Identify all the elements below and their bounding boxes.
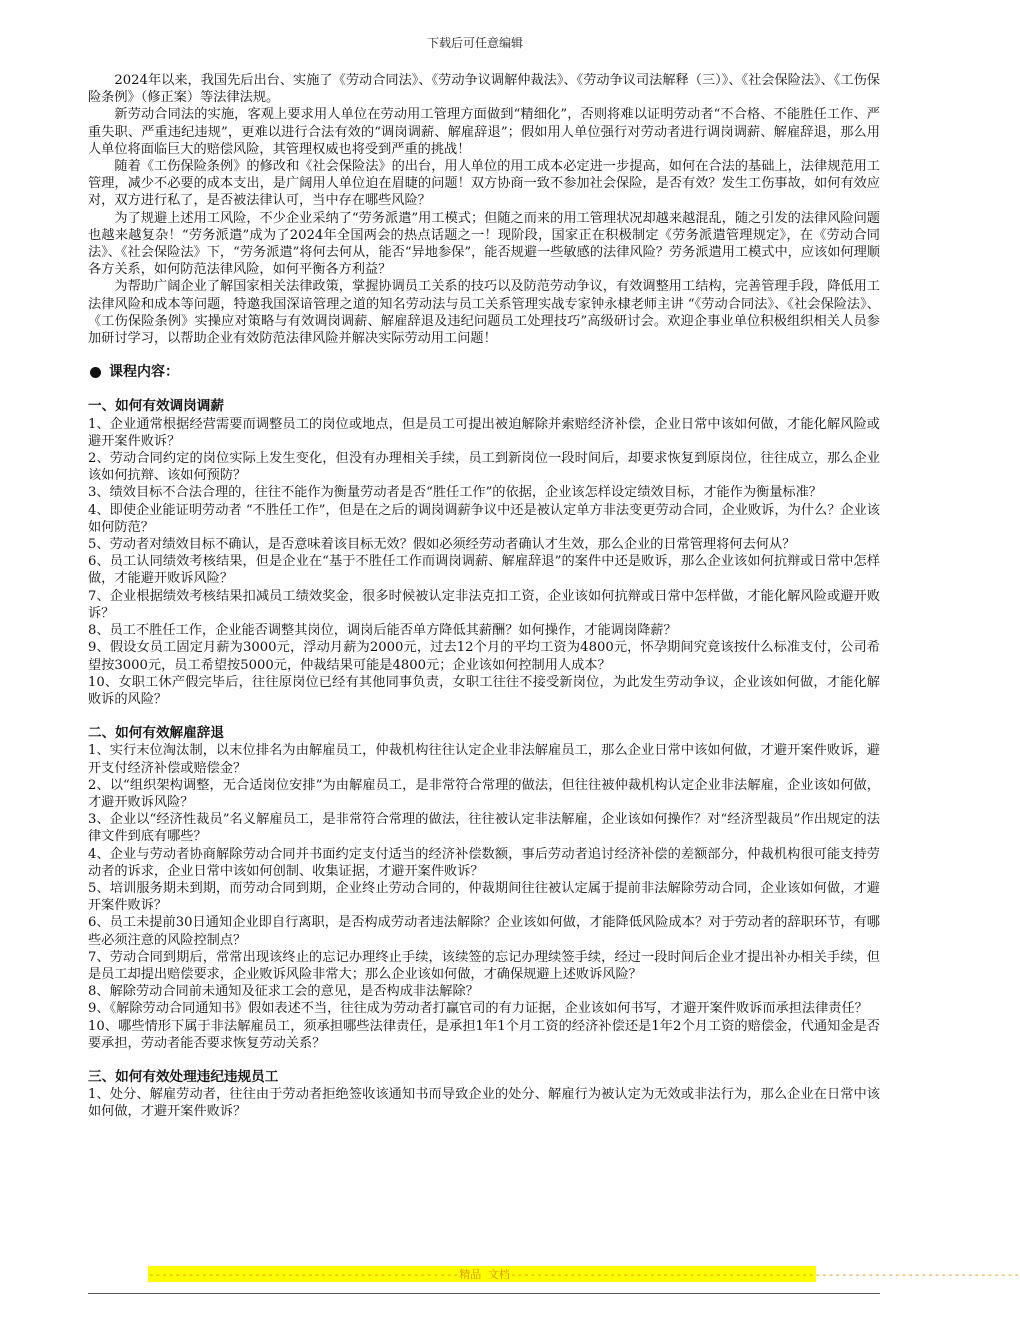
footer-divider (88, 1293, 880, 1294)
section-1 (88, 398, 880, 708)
intro-paragraph: 随着《工伤保险条例》的修改和《社会保险法》的出台，用人单位的用工成本必定进一步提高，如何在合法的基础上，法律规范用工管理，减少不必要的成本支出，是广阔用人单位迫在眉睫的问题！双方协商一致不参加社会保险，是否有效？发生工伤事故，如何有效应对，双方进行私了，是否被法律认可，当中存在哪些风险？ (88, 159, 880, 209)
list-item: 8、解除劳动合同前未通知及征求工会的意见，是否构成非法解除？ (88, 984, 479, 1000)
intro-paragraph: 新劳动合同法的实施，客观上要求用人单位在劳动用工管理方面做到“精细化”，否则将难以证明劳动者“不合格、不能胜任工作、严重失职、严重违纪违规”，更难以进行合法有效的“调岗调薪、解雇辞退”；假如用人单位强行对劳动者进行调岗调薪、解雇辞退，那么用人单位将面临巨大的赔偿风险，其管理权威也将受到严重的挑战！ (88, 107, 880, 157)
intro (88, 72, 880, 347)
section-title: 二、如何有效解雇辞退 (88, 725, 224, 742)
list-item: 9、《解除劳动合同通知书》假如表述不当，往往成为劳动者打赢官司的有力证据，企业该如何书写，才避开案件败诉而承担法律责任？ (88, 1001, 868, 1017)
list-item: 7、劳动合同到期后，常常出现该终止的忘记办理终止手续，该续签的忘记办理续签手续，经过一段时间后企业才提出补办相关手续，但是员工却提出赔偿要求，企业败诉风险非常大；那么企业该如何做，才确保规避上述败诉风险？ (88, 949, 880, 982)
list-item: 5、劳动者对绩效目标不确认，是否意味着该目标无效？假如必须经劳动者确认才生效，那么企业的日常管理将何去何从？ (88, 537, 796, 553)
intro-paragraph: 2024年以来，我国先后出台、实施了《劳动合同法》、《劳动争议调解仲裁法》、《劳动争议司法解释（三）》、《社会保险法》、《工伤保险条例》（修正案）等法律法规。 (88, 73, 880, 106)
list-item: 3、绩效目标不合法合理的，往往不能作为衡量劳动者是否“胜任工作”的依据，企业该怎样设定绩效目标，才能作为衡量标准？ (88, 485, 822, 501)
list-item: 9、假设女员工固定月薪为3000元，浮动月薪为2000元，过去12个月的平均工资为4800元，怀孕期间究竟该按什么标准支付，公司希望按3000元，员工希望按5000元，仲裁结果可能是4800元；企业该如何控制用人成本？ (88, 640, 880, 673)
list-item: 4、企业与劳动者协商解除劳动合同并书面约定支付适当的经济补偿数额，事后劳动者追讨经济补偿的差额部分，仲裁机构很可能支持劳动者的诉求，企业日常中该如何创制、收集证据，才避开案件败诉？ (88, 846, 880, 879)
list-item: 6、员工认同绩效考核结果，但是企业在“基于不胜任工作而调岗调薪、解雇辞退”的案件中还是败诉，那么企业该如何抗辩或日常中怎样做，才能避开败诉风险？ (88, 554, 880, 587)
course-heading (88, 364, 880, 381)
bullet-icon (90, 367, 101, 378)
list-item: 1、实行末位淘汰制，以末位排名为由解雇员工，仲裁机构往往认定企业非法解雇员工，那么企业日常中该如何做，才避开案件败诉，避开支付经济补偿或赔偿金？ (88, 743, 880, 776)
list-item: 3、企业以“经济性裁员”名义解雇员工，是非常符合常理的做法，往往被认定非法解雇，企业该如何操作？对“经济型裁员”作出规定的法律文件到底有哪些？ (88, 812, 880, 845)
list-item: 1、处分、解雇劳动者，往往由于劳动者拒绝签收该通知书而导致企业的处分、解雇行为被认定为无效或非法行为，那么企业在日常中该如何做，才避开案件败诉？ (88, 1087, 880, 1120)
list-item: 10、哪些情形下属于非法解雇员工，须承担哪些法律责任，是承担1年1个月工资的经济补偿还是1年2个月工资的赔偿金，代通知金是否要承担，劳动者能否要求恢复劳动关系？ (88, 1018, 880, 1051)
list-item: 1、企业通常根据经营需要而调整员工的岗位或地点，但是员工可提出被迫解除并索赔经济补偿，企业日常中该如何做，才能化解风险或避开案件败诉？ (88, 416, 880, 449)
list-item: 4、即使企业能证明劳动者 “不胜任工作”，但是在之后的调岗调薪争议中还是被认定单方非法变更劳动合同，企业败诉，为什么？企业该如何防范？ (88, 502, 880, 535)
section-title: 一、如何有效调岗调薪 (88, 398, 224, 415)
section-3 (88, 1069, 880, 1121)
list-item: 10、女职工休产假完毕后，往往原岗位已经有其他同事负责，女职工往往不接受新岗位，为此发生劳动争议，企业该如何做，才能化解败诉的风险？ (88, 674, 880, 707)
section-title: 三、如何有效处理违纪违规员工 (88, 1068, 279, 1085)
list-item: 8、员工不胜任工作，企业能否调整其岗位，调岗后能否单方降低其薪酬？如何操作，才能调岗降薪？ (88, 623, 677, 639)
document-body (88, 72, 880, 1121)
intro-paragraph: 为帮助广阔企业了解国家相关法律政策，掌握协调员工关系的技巧以及防范劳动争议，有效调整用工结构，完善管理手段，降低用工法律风险和成本等问题，特邀我国深谙管理之道的知名劳动法与员工关系管理实战专家钟永棣老师主讲 “《劳动合同法》、《社会保险法》、《工伤保险条例》实操应对策略与有效调岗调薪、解雇辞退及违纪问题员工处理技巧”高级研讨会。欢迎企事业单位积极组织相关人员参加研讨学习，以帮助企业有效防范法律风险并解决实际劳动用工问题！ (88, 279, 880, 347)
intro-paragraph: 为了规避上述用工风险，不少企业采纳了“劳务派遣”用工模式；但随之而来的用工管理状况却越来越混乱，随之引发的法律风险问题也越来越复杂！“劳务派遣”成为了2024年全国两会的热点话题之一！现阶段，国家正在积极制定《劳务派遣管理规定》，在《劳动合同法》、《社会保险法》下，“劳务派遣”将何去何从，能否“异地参保”，能否规避一些敏感的法律风险？劳务派遣用工模式中，应该如何理顺各方关系，如何防范法律风险，如何平衡各方利益？ (88, 210, 880, 278)
list-item: 6、员工未提前30日通知企业即自行离职，是否构成劳动者违法解除？企业该如何做，才能降低风险成本？对于劳动者的辞职环节，有哪些必须注意的风险控制点？ (88, 915, 880, 948)
list-item: 2、以“组织架构调整，无合适岗位安排”为由解雇员工，是非常符合常理的做法，但往往被仲裁机构认定企业非法解雇，企业该如何做，才避开败诉风险？ (88, 777, 880, 810)
list-item: 5、培训服务期未到期，而劳动合同到期，企业终止劳动合同的，仲裁期间往往被认定属于提前非法解除劳动合同，企业该如何做，才避开案件败诉？ (88, 880, 880, 914)
list-item: 2、劳动合同约定的岗位实际上发生变化，但没有办理相关手续，员工到新岗位一段时间后，却要求恢复到原岗位，往往成立，那么企业该如何抗辩、该如何预防？ (88, 451, 880, 484)
footer-banner: -----------------------------------------------精品 文档----------------------------------------------------------------------------- (148, 1268, 1020, 1281)
course-heading-label: 课程内容： (109, 364, 179, 381)
section-2 (88, 725, 880, 1052)
list-item: 7、企业根据绩效考核结果扣减员工绩效奖金，很多时候被认定非法克扣工资，企业该如何抗辩或日常中怎样做，才能化解风险或避开败诉？ (88, 588, 880, 621)
page-header: 下载后可任意编辑 (426, 36, 523, 50)
